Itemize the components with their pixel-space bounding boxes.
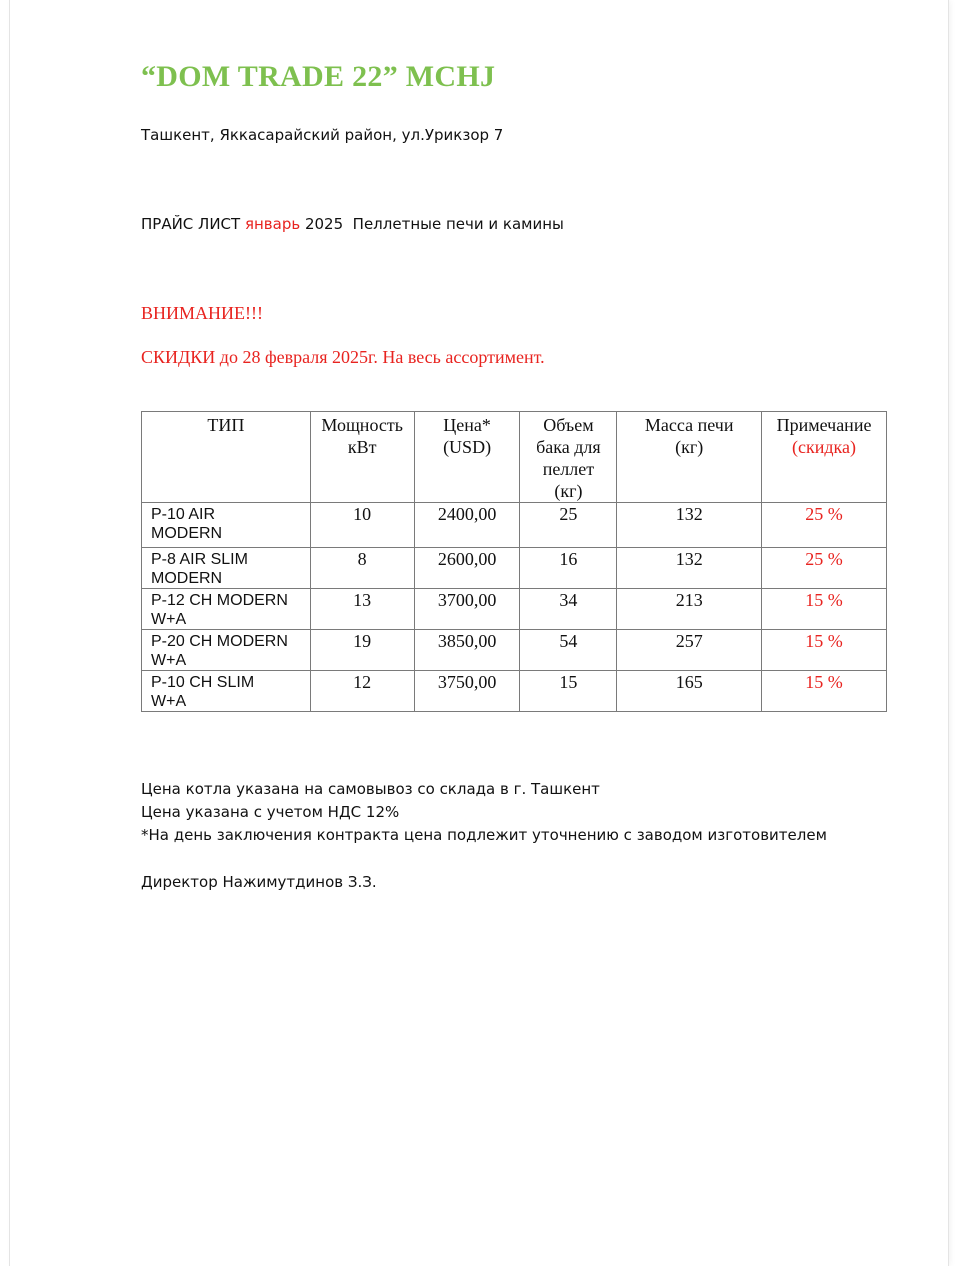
note-contract: *На день заключения контракта цена подлежит уточнению с заводом изготовителем bbox=[141, 826, 827, 844]
cell-tank: 54 bbox=[520, 630, 617, 671]
cell-note: 25 % bbox=[762, 503, 887, 548]
price-table bbox=[141, 411, 887, 712]
footer-notes bbox=[141, 778, 827, 847]
note-vat: Цена указана с учетом НДС 12% bbox=[141, 803, 400, 821]
table-row bbox=[142, 548, 887, 589]
header-type: ТИП bbox=[142, 412, 311, 503]
cell-type: P-8 AIR SLIM MODERN bbox=[142, 548, 311, 589]
pricelist-prefix: ПРАЙС ЛИСТ bbox=[141, 215, 245, 233]
cell-note: 25 % bbox=[762, 548, 887, 589]
cell-price: 2400,00 bbox=[414, 503, 520, 548]
pricelist-heading bbox=[141, 215, 564, 233]
pricelist-month: январь bbox=[244, 215, 301, 233]
company-name: “DOM TRADE 22” MCHJ bbox=[141, 60, 496, 93]
cell-tank: 16 bbox=[520, 548, 617, 589]
cell-mass: 257 bbox=[617, 630, 762, 671]
cell-type: P-10 AIR MODERN bbox=[142, 503, 311, 548]
cell-tank: 25 bbox=[520, 503, 617, 548]
cell-mass: 132 bbox=[617, 548, 762, 589]
cell-tank: 15 bbox=[520, 671, 617, 712]
cell-type: P-12 CH MODERN W+A bbox=[142, 589, 311, 630]
cell-mass: 213 bbox=[617, 589, 762, 630]
cell-note: 15 % bbox=[762, 589, 887, 630]
cell-note: 15 % bbox=[762, 671, 887, 712]
table-row bbox=[142, 589, 887, 630]
discount-notice: СКИДКИ до 28 февраля 2025г. На весь ассортимент. bbox=[141, 347, 545, 367]
pricelist-suffix: 2025 Пеллетные печи и камины bbox=[300, 215, 564, 233]
header-tank-volume: Объем бака для пеллет (кг) bbox=[520, 412, 617, 503]
company-address: Ташкент, Яккасарайский район, ул.Урикзор 7 bbox=[141, 126, 504, 144]
cell-type: P-10 CH SLIM W+A bbox=[142, 671, 311, 712]
cell-power: 8 bbox=[310, 548, 414, 589]
table-header-row bbox=[142, 412, 887, 503]
cell-price: 3750,00 bbox=[414, 671, 520, 712]
header-mass: Масса печи (кг) bbox=[617, 412, 762, 503]
note-pickup: Цена котла указана на самовывоз со склада в г. Ташкент bbox=[141, 780, 600, 798]
cell-price: 3850,00 bbox=[414, 630, 520, 671]
table-row bbox=[142, 630, 887, 671]
header-note: Примечание (скидка) bbox=[762, 412, 887, 503]
cell-tank: 34 bbox=[520, 589, 617, 630]
cell-power: 10 bbox=[310, 503, 414, 548]
header-power: Мощность кВт bbox=[310, 412, 414, 503]
cell-power: 19 bbox=[310, 630, 414, 671]
cell-power: 13 bbox=[310, 589, 414, 630]
cell-note: 15 % bbox=[762, 630, 887, 671]
table-row bbox=[142, 503, 887, 548]
header-price: Цена* (USD) bbox=[414, 412, 520, 503]
table-row bbox=[142, 671, 887, 712]
cell-price: 3700,00 bbox=[414, 589, 520, 630]
cell-power: 12 bbox=[310, 671, 414, 712]
director-signature: Директор Нажимутдинов З.З. bbox=[141, 873, 377, 891]
cell-mass: 132 bbox=[617, 503, 762, 548]
cell-price: 2600,00 bbox=[414, 548, 520, 589]
attention-notice: ВНИМАНИЕ!!! bbox=[141, 303, 263, 323]
cell-type: P-20 CH MODERN W+A bbox=[142, 630, 311, 671]
cell-mass: 165 bbox=[617, 671, 762, 712]
